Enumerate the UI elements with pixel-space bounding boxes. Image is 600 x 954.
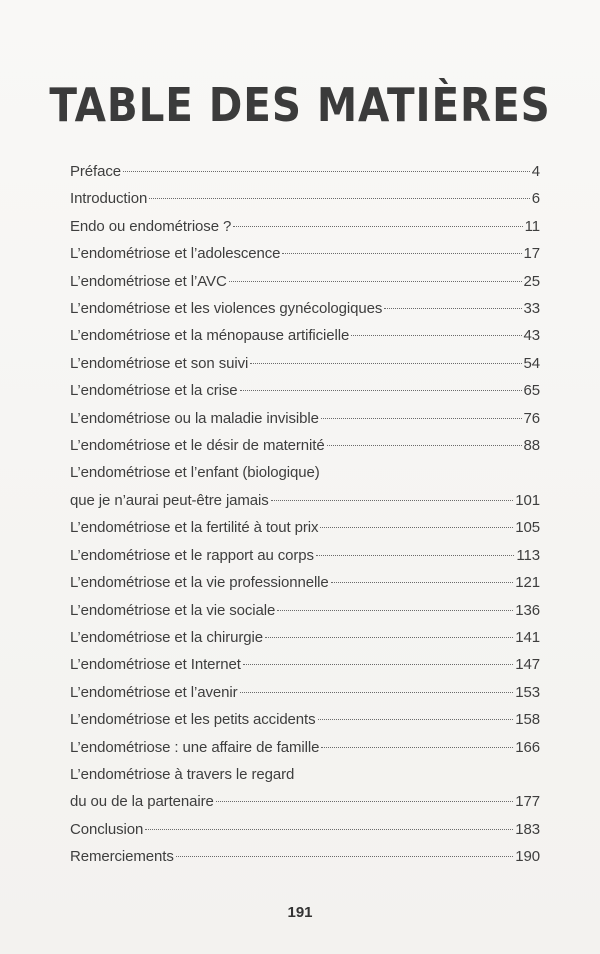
dot-leader <box>351 335 521 336</box>
page-title: TABLE DES MATIÈRES <box>49 78 551 132</box>
toc-entry-label: L’endométriose et les petits accidents <box>70 711 316 729</box>
toc-entry-page: 17 <box>523 245 540 263</box>
toc-entry <box>70 514 540 541</box>
dot-leader <box>243 664 513 665</box>
toc-entry <box>70 322 540 349</box>
dot-leader <box>229 281 522 282</box>
page-number: 191 <box>287 904 313 921</box>
toc-entry <box>70 597 540 624</box>
toc-entry <box>70 843 540 870</box>
toc-entry-label: L’endométriose et la fertilité à tout prix <box>70 519 319 537</box>
dot-leader <box>250 363 521 364</box>
dot-leader <box>145 829 513 830</box>
toc-entry-page: 177 <box>515 793 540 811</box>
toc-entry <box>70 761 540 816</box>
toc-entry-label: Remerciements <box>70 848 174 866</box>
toc-entry-label: L’endométriose et l’adolescence <box>70 245 281 263</box>
toc-entry-page: 76 <box>523 409 540 427</box>
dot-leader <box>327 445 522 446</box>
dot-leader <box>321 747 513 748</box>
toc-entry <box>70 213 540 240</box>
toc-entry-label: L’endométriose et la chirurgie <box>70 628 263 646</box>
toc-entry-page: 147 <box>515 656 540 674</box>
toc-entry-label: Préface <box>70 163 121 180</box>
dot-leader <box>321 418 522 419</box>
toc-entry <box>70 405 540 432</box>
toc-entry-label: L’endométriose : une affaire de famille <box>70 738 320 756</box>
toc-entry-label: L’endométriose et le désir de maternité <box>70 437 325 455</box>
toc-entry <box>70 542 540 569</box>
toc-entry-page: 153 <box>515 683 540 701</box>
dot-leader <box>149 198 530 199</box>
dot-leader <box>316 555 514 556</box>
dot-leader <box>277 610 513 611</box>
toc-entry <box>70 679 540 706</box>
toc-entry-label: L’endométriose et le rapport au corps <box>70 546 314 564</box>
dot-leader <box>282 253 521 254</box>
dot-leader <box>233 226 522 227</box>
dot-leader <box>240 390 522 391</box>
toc-entry-page: 158 <box>515 711 540 729</box>
toc-entry-label: L’endométriose et la ménopause artificielle <box>70 327 350 345</box>
toc-entry-page: 33 <box>523 300 540 318</box>
toc-entry <box>70 268 540 295</box>
table-of-contents <box>70 158 540 871</box>
toc-entry <box>70 295 540 322</box>
toc-entry-page: 65 <box>523 382 540 400</box>
toc-entry-label: L’endométriose et l’AVC <box>70 272 227 290</box>
toc-entry-label-line1: L’endométriose à travers le regard <box>70 765 295 783</box>
dot-leader <box>318 719 514 720</box>
toc-entry-page: 190 <box>515 848 540 866</box>
toc-entry-page: 11 <box>524 217 540 235</box>
toc-entry-page: 101 <box>515 491 540 509</box>
toc-entry-page: 136 <box>515 601 540 619</box>
toc-entry-label: L’endométriose et l’avenir <box>70 683 238 701</box>
toc-entry-label: L’endométriose et la crise <box>70 382 238 400</box>
toc-entry <box>70 816 540 843</box>
toc-entry-page: 25 <box>523 272 540 290</box>
toc-entry-label-line1: L’endométriose et l’enfant (biologique) <box>70 464 320 482</box>
toc-entry-page: 54 <box>523 354 540 372</box>
toc-entry-label: L’endométriose et les violences gynécologiques <box>70 300 383 318</box>
toc-entry <box>70 651 540 678</box>
toc-entry-page: 105 <box>515 519 540 537</box>
dot-leader <box>216 801 514 802</box>
toc-entry-page: 113 <box>516 546 540 564</box>
dot-leader <box>384 308 521 309</box>
toc-entry <box>70 377 540 404</box>
toc-entry-page: 121 <box>515 574 540 592</box>
toc-entry-label: L’endométriose et son suivi <box>70 354 249 372</box>
toc-entry <box>70 734 540 761</box>
toc-entry-label: que je n’aurai peut-être jamais <box>70 491 269 509</box>
toc-entry-page: 183 <box>515 820 540 838</box>
toc-entry-page: 43 <box>523 327 540 345</box>
toc-entry <box>70 158 540 185</box>
toc-entry-label: Conclusion <box>70 820 144 838</box>
toc-entry-label: du ou de la partenaire <box>70 793 214 811</box>
toc-entry-label: L’endométriose et la vie professionnelle <box>70 574 329 592</box>
toc-entry <box>70 240 540 267</box>
toc-entry-page: 4 <box>531 163 540 180</box>
dot-leader <box>271 500 514 501</box>
toc-entry-label: L’endométriose ou la maladie invisible <box>70 409 319 427</box>
toc-entry <box>70 432 540 459</box>
toc-entry <box>70 569 540 596</box>
toc-entry <box>70 185 540 212</box>
dot-leader <box>331 582 514 583</box>
dot-leader <box>320 527 513 528</box>
toc-entry-page: 141 <box>515 628 540 646</box>
toc-entry-label: Endo ou endométriose ? <box>70 217 232 235</box>
dot-leader <box>123 171 530 172</box>
toc-entry-page: 88 <box>523 437 540 455</box>
dot-leader <box>176 856 514 857</box>
toc-entry-label: L’endométriose et Internet <box>70 656 241 674</box>
toc-entry <box>70 459 540 514</box>
dot-leader <box>240 692 514 693</box>
toc-entry-page: 6 <box>531 190 540 208</box>
dot-leader <box>265 637 513 638</box>
toc-entry <box>70 624 540 651</box>
toc-entry-page: 166 <box>515 738 540 756</box>
toc-entry <box>70 350 540 377</box>
toc-entry-label: Introduction <box>70 190 148 208</box>
toc-entry <box>70 706 540 733</box>
toc-entry-label: L’endométriose et la vie sociale <box>70 601 276 619</box>
